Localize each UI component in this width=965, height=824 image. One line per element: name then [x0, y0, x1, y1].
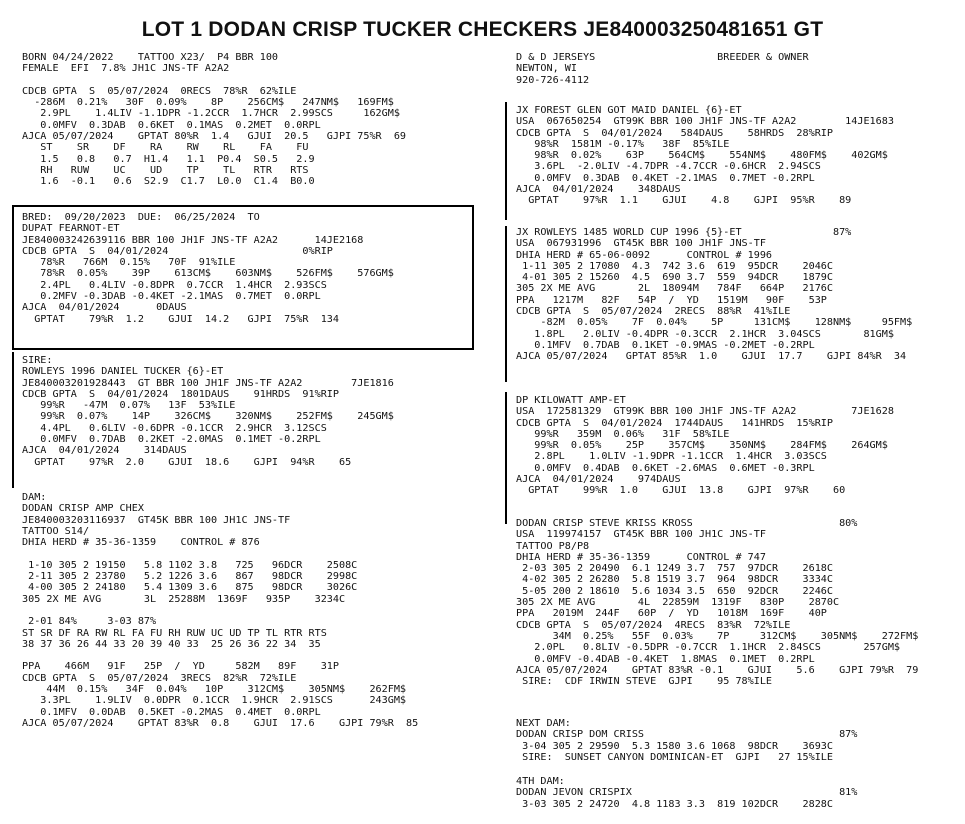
text-line: 4-02 305 2 26280 5.8 1519 3.7 964 98DCR 3334C — [516, 574, 833, 586]
text-line: 0.0MFV 0.3DAB 0.6KET 0.1MAS 0.2MET 0.0RPL — [22, 119, 321, 131]
text-line: AJCA 05/07/2024 GPTAT 83%R -0.1 GJUI 5.6 GJPI 79%R 79 — [516, 664, 919, 676]
text-line: ST SR DF RA RW RL FA FU — [22, 142, 309, 154]
text-line: AJCA 04/01/2024 0DAUS — [22, 302, 187, 314]
dp-kilowatt-bracket — [505, 392, 507, 524]
text-line: 305 2X ME AVG 4L 22859M 1319F 830P 2870C — [516, 597, 840, 609]
mgs-bracket — [505, 226, 507, 382]
text-line: 99%R 0.07% 14P 326CM$ 320NM$ 252FM$ 245GM$ — [22, 411, 394, 423]
text-line: CDCB GPTA S 05/07/2024 0RECS 78%R 62%ILE — [22, 85, 297, 97]
text-line: DAM: — [22, 492, 47, 503]
sire-bracket — [12, 352, 14, 488]
text-line: FEMALE EFI 7.8% JH1C JNS-TF A2A2 — [22, 63, 230, 75]
sire-of-dam-bracket — [505, 102, 507, 220]
text-line: -82M 0.05% 7F 0.04% 5P 131CM$ 128NM$ 95FM$ — [516, 317, 913, 329]
breeder-info — [516, 52, 956, 86]
text-line: USA 119974157 GT45K BBR 100 JH1C JNS-TF — [516, 529, 766, 541]
text-line: DHIA HERD # 65-06-0092 CONTROL # 1996 — [516, 249, 773, 261]
text-line: TATTOO P8/P8 — [516, 540, 590, 552]
text-line: BORN 04/24/2022 TATTOO X23/ P4 BBR 100 — [22, 52, 279, 63]
text-line: 78%R 766M 0.15% 70F 91%ILE — [22, 257, 236, 269]
text-line: DODAN JEVON CRISPIX 81% — [516, 787, 858, 799]
text-line: JE840003203116937 GT45K BBR 100 JH1C JNS-TF — [22, 514, 291, 526]
text-line: JX FOREST GLEN GOT MAID DANIEL {6}-ET — [516, 105, 742, 116]
lot-title: LOT 1 DODAN CRISP TUCKER CHECKERS JE840003250481651 GT — [141, 18, 824, 41]
text-line: 98%R 0.02% 63P 564CM$ 554NM$ 480FM$ 402GM$ — [516, 150, 888, 162]
text-line: 4-01 305 2 15260 4.5 690 3.7 559 94DCR 1879C — [516, 272, 833, 284]
text-line: CDCB GPTA S 05/07/2024 2RECS 88%R 41%ILE — [516, 306, 791, 318]
text-line: 305 2X ME AVG 3L 25288M 1369F 935P 3234C — [22, 593, 346, 605]
text-line: AJCA 05/07/2024 GPTAT 80%R 1.4 GJUI 20.5 GJPI 75%R 69 — [22, 131, 407, 143]
text-line: 1-10 305 2 19150 5.8 1102 3.8 725 96DCR 2508C — [22, 559, 358, 571]
text-line — [22, 605, 492, 616]
text-line: 2.0PL 0.8LIV -0.5DPR -0.7CCR 1.1HCR 2.84SCS 257GM$ — [516, 642, 901, 654]
text-line: 0.0MFV 0.7DAB 0.2KET -2.0MAS 0.1MET -0.2RPL — [22, 434, 321, 446]
text-line: 78%R 0.05% 39P 613CM$ 603NM$ 526FM$ 576GM$ — [22, 268, 394, 280]
text-line: DODAN CRISP AMP CHEX — [22, 503, 144, 515]
text-line: ST SR DF RA RW RL FA FU RH RUW UC UD TP TL RTR RTS — [22, 627, 327, 639]
text-line: 0.0MFV 0.4DAB 0.6KET -2.6MAS 0.6MET -0.3RPL — [516, 462, 815, 474]
text-line: 4-00 305 2 24180 5.4 1309 3.6 875 98DCR 3026C — [22, 582, 358, 594]
text-line: CDCB GPTA S 04/01/2024 1801DAUS 91HRDS 91%RIP — [22, 388, 339, 400]
text-line: AJCA 05/07/2024 GPTAT 85%R 1.0 GJUI 17.7 GJPI 84%R 34 — [516, 351, 907, 363]
text-line: JX ROWLEYS 1485 WORLD CUP 1996 {5}-ET 87% — [516, 227, 852, 238]
text-line: AJCA 04/01/2024 314DAUS — [22, 445, 187, 457]
text-line: DP KILOWATT AMP-ET — [516, 395, 626, 406]
text-line: SIRE: CDF IRWIN STEVE GJPI 95 78%ILE — [516, 676, 773, 688]
sire-of-dam-info — [516, 105, 956, 207]
text-line: GPTAT 97%R 1.1 GJUI 4.8 GJPI 95%R 89 — [516, 195, 852, 207]
text-line: D & D JERSEYS BREEDER & OWNER — [516, 52, 809, 63]
text-line — [22, 650, 492, 661]
text-line: AJCA 04/01/2024 348DAUS — [516, 184, 681, 196]
text-line: SIRE: — [22, 355, 53, 366]
maternal-grandsire-info — [516, 227, 956, 363]
text-line: DUPAT FEARNOT-ET — [22, 223, 120, 235]
text-line: 0.1MFV 0.7DAB 0.1KET -0.9MAS -0.2MET -0.2RPL — [516, 339, 815, 351]
text-line: 2-03 305 2 20490 6.1 1249 3.7 757 97DCR 2618C — [516, 563, 833, 575]
text-line: DODAN CRISP DOM CRISS 87% — [516, 729, 858, 741]
text-line — [22, 548, 492, 559]
text-line: GPTAT 97%R 2.0 GJUI 18.6 GJPI 94%R 65 — [22, 456, 352, 468]
text-line: NEWTON, WI — [516, 63, 577, 75]
text-line: 99%R 0.05% 25P 357CM$ 350NM$ 284FM$ 264GM$ — [516, 440, 888, 452]
text-line: PPA 1217M 82F 54P / YD 1519M 90F 53P — [516, 294, 827, 306]
next-dam-info — [516, 718, 956, 763]
fourth-dam-info — [516, 776, 956, 810]
text-line: 1.8PL 2.0LIV -0.4DPR -0.3CCR 2.1HCR 3.04SCS 81GM$ — [516, 328, 894, 340]
text-line: 0.2MFV -0.3DAB -0.4KET -2.1MAS 0.7MET 0.0RPL — [22, 291, 321, 303]
dam-info — [22, 492, 492, 729]
text-line: GPTAT 79%R 1.2 GJUI 14.2 GJPI 75%R 134 — [22, 313, 339, 325]
text-line: 98%R 1581M -0.17% 38F 85%ILE — [516, 138, 730, 150]
text-line: 2.8PL 1.0LIV -1.9DPR -1.1CCR 1.4HCR 3.03SCS — [516, 451, 827, 463]
sire-info — [22, 355, 492, 468]
text-line: CDCB GPTA S 04/01/2024 0%RIP — [22, 245, 333, 257]
granddam-info — [516, 518, 956, 687]
text-line: JE840003201928443 GT BBR 100 JH1F JNS-TF A2A2 7JE1816 — [22, 377, 394, 389]
text-line: 5-05 200 2 18610 5.6 1034 3.5 650 92DCR 2246C — [516, 585, 833, 597]
text-line: 34M 0.25% 55F 0.03% 7P 312CM$ 305NM$ 272FM$ — [516, 630, 919, 642]
text-line: RH RUW UC UD TP TL RTR RTS — [22, 164, 309, 176]
text-line: GPTAT 99%R 1.0 GJUI 13.8 GJPI 97%R 60 — [516, 485, 846, 497]
text-line: DHIA HERD # 35-36-1359 CONTROL # 747 — [516, 551, 766, 563]
text-line: JE840003242639116 BBR 100 JH1F JNS-TF A2A2 14JE2168 — [22, 234, 364, 246]
text-line: 920-726-4112 — [516, 74, 590, 86]
animal-info — [22, 52, 492, 188]
text-line: BRED: 09/20/2023 DUE: 06/25/2024 TO — [22, 212, 260, 223]
text-line: 3.3PL 1.9LIV 0.0DPR 0.1CCR 1.9HCR 2.91SCS 243GM$ — [22, 695, 407, 707]
text-line: DODAN CRISP STEVE KRISS KROSS 80% — [516, 518, 858, 529]
text-line: NEXT DAM: — [516, 718, 571, 729]
text-line: USA 067650254 GT99K BBR 100 JH1F JNS-TF A2A2 14JE1683 — [516, 116, 894, 128]
text-line: 0.0MFV 0.3DAB 0.4KET -2.1MAS 0.7MET -0.2RPL — [516, 172, 815, 184]
text-line: 305 2X ME AVG 2L 18094M 784F 664P 2176C — [516, 283, 833, 295]
text-line: 99%R -47M 0.07% 13F 53%ILE — [22, 400, 236, 412]
text-line: PPA 466M 91F 25P / YD 582M 89F 31P — [22, 661, 339, 673]
text-line: ROWLEYS 1996 DANIEL TUCKER {6}-ET — [22, 366, 224, 378]
text-line — [22, 75, 492, 86]
dp-kilowatt-info — [516, 395, 956, 497]
text-line: 38 37 36 26 44 33 20 39 40 33 25 26 36 22 34 35 — [22, 638, 321, 650]
text-line: CDCB GPTA S 04/01/2024 584DAUS 58HRDS 28%RIP — [516, 127, 833, 139]
text-line: AJCA 04/01/2024 974DAUS — [516, 474, 681, 486]
text-line: -286M 0.21% 30F 0.09% 8P 256CM$ 247NM$ 169FM$ — [22, 97, 394, 109]
text-line: 0.1MFV 0.0DAB 0.5KET -0.2MAS 0.4MET 0.0RPL — [22, 706, 321, 718]
bred-info — [22, 212, 492, 325]
text-line: CDCB GPTA S 05/07/2024 4RECS 83%R 72%ILE — [516, 619, 791, 631]
text-line: TATTOO S14/ — [22, 525, 90, 537]
text-line: CDCB GPTA S 04/01/2024 1744DAUS 141HRDS 15%RIP — [516, 417, 833, 429]
text-line: 4.4PL 0.6LIV -0.6DPR -0.1CCR 2.9HCR 3.12SCS — [22, 422, 327, 434]
text-line: 99%R 359M 0.06% 31F 58%ILE — [516, 428, 730, 440]
text-line: 3-03 305 2 24720 4.8 1183 3.3 819 102DCR 2828C — [516, 798, 833, 810]
text-line: 3.6PL -2.0LIV -4.7DPR -4.7CCR -0.6HCR 2.94SCS — [516, 161, 821, 173]
text-line: USA 067931996 GT45K BBR 100 JH1F JNS-TF — [516, 238, 766, 250]
text-line: USA 172581329 GT99K BBR 100 JH1F JNS-TF A2A2 7JE1628 — [516, 406, 894, 418]
text-line: DHIA HERD # 35-36-1359 CONTROL # 876 — [22, 537, 260, 549]
text-line: 2-01 84% 3-03 87% — [22, 616, 157, 628]
text-line: 3-04 305 2 29590 5.3 1580 3.6 1068 98DCR 3693C — [516, 740, 833, 752]
text-line: PPA 2019M 244F 60P / YD 1018M 169F 40P — [516, 608, 827, 620]
text-line: 0.0MFV -0.4DAB -0.4KET 1.8MAS 0.1MET 0.2RPL — [516, 653, 815, 665]
text-line: AJCA 05/07/2024 GPTAT 83%R 0.8 GJUI 17.6 GJPI 79%R 85 — [22, 717, 419, 729]
text-line: 2-11 305 2 23780 5.2 1226 3.6 867 98DCR 2998C — [22, 571, 358, 583]
text-line: 1.6 -0.1 0.6 S2.9 C1.7 L0.0 C1.4 B0.0 — [22, 176, 315, 188]
text-line: 1-11 305 2 17080 4.3 742 3.6 619 95DCR 2046C — [516, 260, 833, 272]
text-line: CDCB GPTA S 05/07/2024 3RECS 82%R 72%ILE — [22, 672, 297, 684]
text-line: 44M 0.15% 34F 0.04% 10P 312CM$ 305NM$ 262FM$ — [22, 684, 407, 696]
text-line: 2.9PL 1.4LIV -1.1DPR -1.2CCR 1.7HCR 2.99SCS 162GM$ — [22, 108, 400, 120]
text-line: 1.5 0.8 0.7 H1.4 1.1 P0.4 S0.5 2.9 — [22, 153, 315, 165]
text-line: 4TH DAM: — [516, 776, 565, 787]
text-line: 2.4PL 0.4LIV -0.8DPR 0.7CCR 1.4HCR 2.93SCS — [22, 279, 327, 291]
text-line: SIRE: SUNSET CANYON DOMINICAN-ET GJPI 27 15%ILE — [516, 751, 833, 763]
